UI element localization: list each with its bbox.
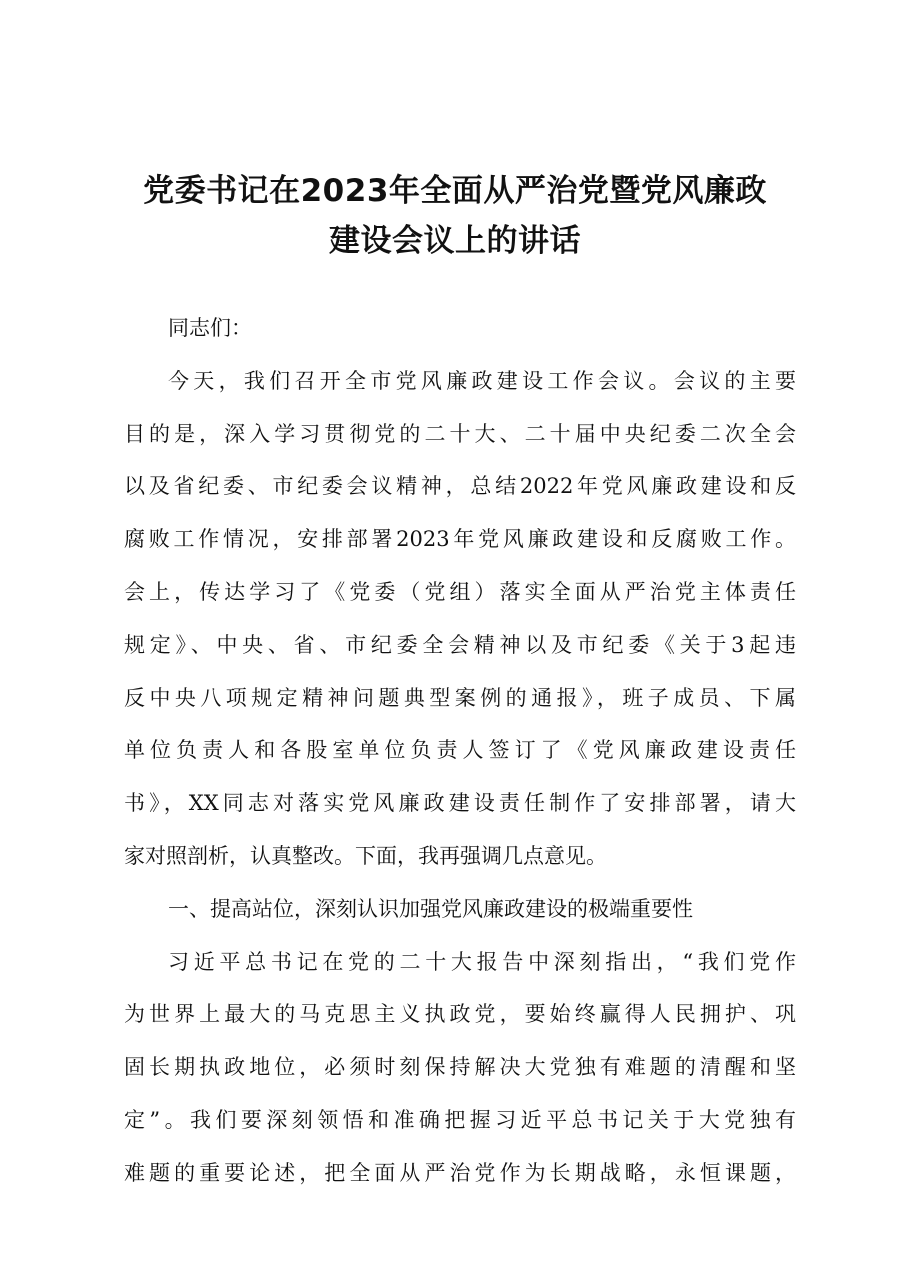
paragraph-line: 家对照剖析，认真整改。下面，我再强调几点意见。: [124, 843, 607, 868]
title-line: 党委书记在2023年全面从严治党暨党风廉政: [143, 173, 767, 209]
paragraph-line: 会上，传达学习了《党委（党组）落实全面从严治党主体责任: [124, 579, 796, 604]
paragraph-line: 单位负责人和各股室单位负责人签订了《党风廉政建设责任: [124, 738, 796, 763]
paragraph-line: 腐败工作情况，安排部署2023年党风廉政建设和反腐败工作。: [124, 527, 796, 552]
paragraph-line: 目的是，深入学习贯彻党的二十大、二十届中央纪委二次全会: [124, 421, 796, 446]
paragraph-line: 定”。我们要深刻领悟和准确把握习近平总书记关于大党独有: [124, 1107, 796, 1132]
paragraph-line: 今天，我们召开全市党风廉政建设工作会议。会议的主要: [168, 368, 796, 393]
paragraph-line: 规定》、中央、省、市纪委全会精神以及市纪委《关于3起违: [124, 632, 796, 657]
paragraph-line: 一、提高站位，深刻认识加强党风廉政建设的极端重要性: [168, 896, 693, 921]
paragraph-line: 同志们：: [168, 316, 252, 340]
paragraph-line: 以及省纪委、市纪委会议精神，总结2022年党风廉政建设和反: [124, 474, 796, 499]
paragraph-line: 习近平总书记在党的二十大报告中深刻指出，“我们党作: [168, 949, 796, 974]
paragraph-line: 为世界上最大的马克思主义执政党，要始终赢得人民拥护、巩: [124, 1002, 796, 1027]
document-body: [124, 302, 796, 1200]
document-title: [110, 166, 800, 266]
paragraph-line: 反中央八项规定精神问题典型案例的通报》，班子成员、下属: [124, 685, 796, 710]
paragraph-line: 难题的重要论述，把全面从严治党作为长期战略，永恒课题，: [124, 1160, 796, 1185]
paragraph-line: 书》，XX同志对落实党风廉政建设责任制作了安排部署，请大: [124, 791, 796, 816]
title-line: 建设会议上的讲话: [329, 223, 581, 259]
paragraph-line: 固长期执政地位，必须时刻保持解决大党独有难题的清醒和坚: [124, 1055, 796, 1080]
